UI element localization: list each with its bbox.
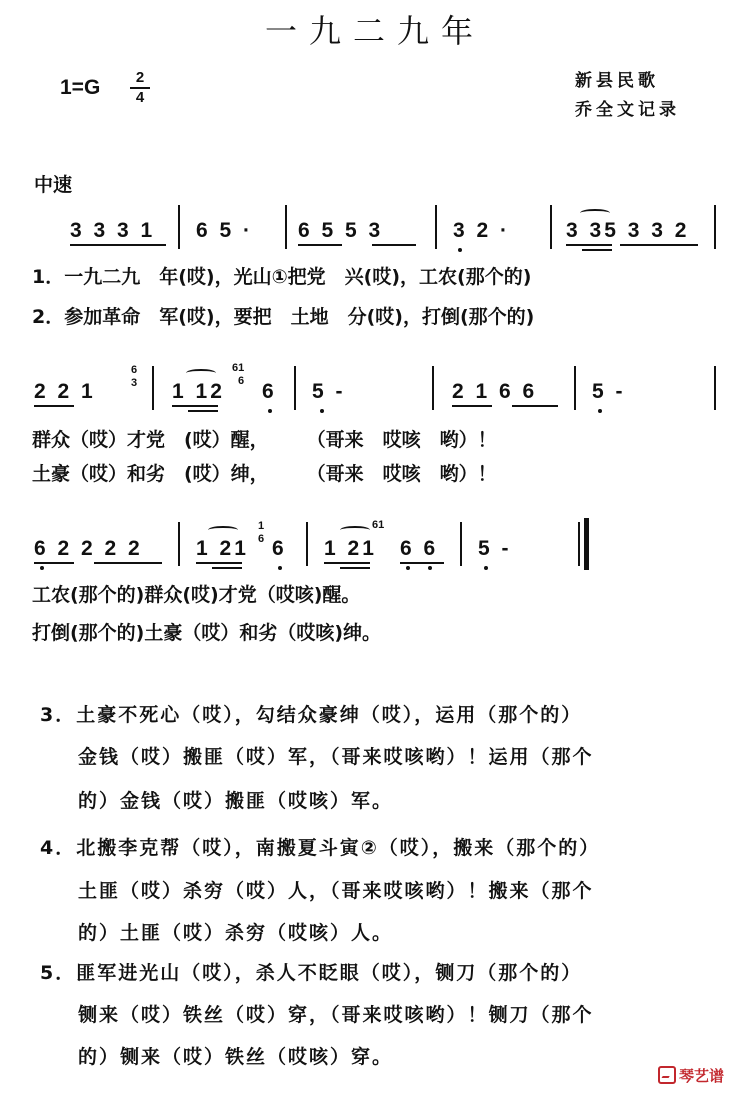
grace-note: 6: [238, 375, 245, 387]
slur: [186, 369, 216, 377]
watermark-logo: [658, 1065, 724, 1086]
genre-credit: 新县民歌: [575, 71, 659, 91]
underline: [188, 410, 218, 412]
verse-line: 3．土豪不死心（哎），勾结众豪绅（哎），运用（那个的）: [40, 704, 583, 726]
measure-4-notes: 3 2 ·: [453, 219, 511, 242]
measure-8-notes: 5 -: [312, 380, 346, 403]
measure-13-notes: 1 21: [324, 537, 377, 560]
verse-line: 5．匪军进光山（哎），杀人不眨眼（哎），铡刀（那个的）: [40, 962, 583, 984]
measure-10-notes: 5 -: [592, 380, 626, 403]
meter-bottom: 4: [135, 89, 145, 106]
grace-note: 6: [258, 533, 265, 545]
lyric-verse-2: 打倒(那个的)土豪（哎）和劣（哎咳)绅。: [32, 622, 382, 644]
verse-line: 的）铡来（哎）铁丝（哎咳）穿。: [78, 1046, 394, 1068]
time-signature: [130, 70, 150, 106]
verse-line: 金钱（哎）搬匪（哎）军，（哥来哎咳哟）！运用（那个: [78, 746, 594, 768]
verse-line: 铡来（哎）铁丝（哎）穿，（哥来哎咳哟）！铡刀（那个: [78, 1004, 594, 1026]
measure-2-notes: 6 5 ·: [196, 219, 254, 242]
measure-14-notes: 5 -: [478, 537, 512, 560]
lyric-verse-2: 土豪（哎）和劣 (哎）绅， （哥来 哎咳 哟）！: [32, 463, 497, 485]
underline: [94, 562, 162, 564]
underline: [400, 562, 444, 564]
measure-1-notes: 3 3 3 1: [70, 219, 156, 242]
measure-3-notes: 6 5 5 3: [298, 219, 384, 242]
verse-line: 土匪（哎）杀穷（哎）人，（哥来哎咳哟）！搬来（那个: [78, 880, 594, 902]
recorder-credit: 乔全文记录: [575, 100, 680, 120]
measure-13-notes-b: 6 6: [400, 537, 439, 560]
underline: [212, 567, 242, 569]
barline: [550, 205, 552, 249]
slur: [580, 209, 610, 217]
barline: [714, 366, 716, 410]
lyric-verse-2: 2．参加革命 军(哎)，要把 土地 分(哎)，打倒(那个的): [32, 306, 535, 328]
low-octave-dot: [320, 409, 324, 413]
grace-note: 6: [131, 364, 138, 376]
grace-note: 61: [372, 519, 385, 531]
measure-12-notes-b: 6: [272, 537, 287, 560]
verse-line: 的）金钱（哎）搬匪（哎咳）军。: [78, 790, 394, 812]
underline: [172, 405, 218, 407]
tempo-marking: 中速: [34, 174, 73, 196]
underline: [620, 244, 698, 246]
underline: [452, 405, 492, 407]
lyric-verse-1: 工农(那个的)群众(哎)才党（哎咳)醒。: [32, 584, 361, 606]
song-title: 一九二九年: [264, 12, 485, 50]
underline: [298, 244, 342, 246]
underline: [372, 244, 416, 246]
grace-note: 3: [131, 377, 138, 389]
low-octave-dot: [40, 566, 44, 570]
underline: [34, 405, 74, 407]
measure-5-notes: 3 35 3 3 2: [566, 219, 690, 242]
lyric-verse-1: 群众（哎）才党 (哎）醒， （哥来 哎咳 哟）！: [32, 429, 497, 451]
measure-9-notes: 2 1 6 6: [452, 380, 538, 403]
logo-icon: [658, 1066, 676, 1084]
underline: [34, 562, 74, 564]
low-octave-dot: [428, 566, 432, 570]
key-signature: 1=G: [60, 76, 101, 99]
measure-6-notes: 2 2 1: [34, 380, 96, 403]
barline: [574, 366, 576, 410]
slur: [208, 526, 238, 534]
barline: [714, 205, 716, 249]
barline: [178, 522, 180, 566]
slur: [340, 526, 370, 534]
barline: [294, 366, 296, 410]
low-octave-dot: [268, 409, 272, 413]
grace-note: 61: [232, 362, 245, 374]
barline: [285, 205, 287, 249]
underline: [566, 244, 612, 246]
underline: [582, 249, 612, 251]
underline: [512, 405, 558, 407]
watermark-text: 琴艺谱: [679, 1067, 725, 1085]
measure-11-notes: 6 2 2 2 2: [34, 537, 143, 560]
underline: [324, 562, 370, 564]
measure-12-notes: 1 21: [196, 537, 249, 560]
grace-note: 1: [258, 520, 265, 532]
barline: [460, 522, 462, 566]
low-octave-dot: [278, 566, 282, 570]
final-barline-thin: [578, 522, 580, 566]
measure-7-notes: 1 12: [172, 380, 225, 403]
barline: [435, 205, 437, 249]
barline: [152, 366, 154, 410]
barline: [432, 366, 434, 410]
lyric-verse-1: 1．一九二九 年(哎)，光山①把党 兴(哎)，工农(那个的): [32, 266, 532, 288]
meter-top: 2: [135, 69, 145, 86]
low-octave-dot: [484, 566, 488, 570]
low-octave-dot: [406, 566, 410, 570]
barline: [178, 205, 180, 249]
underline: [196, 562, 242, 564]
underline: [340, 567, 370, 569]
low-octave-dot: [598, 409, 602, 413]
barline: [306, 522, 308, 566]
underline: [70, 244, 166, 246]
verse-line: 4．北搬李克帮（哎），南搬夏斗寅②（哎），搬来（那个的）: [40, 837, 601, 859]
low-octave-dot: [458, 248, 462, 252]
verse-line: 的）土匪（哎）杀穷（哎咳）人。: [78, 922, 394, 944]
final-barline-thick: [584, 518, 589, 570]
measure-7-notes-b: 6: [262, 380, 277, 403]
